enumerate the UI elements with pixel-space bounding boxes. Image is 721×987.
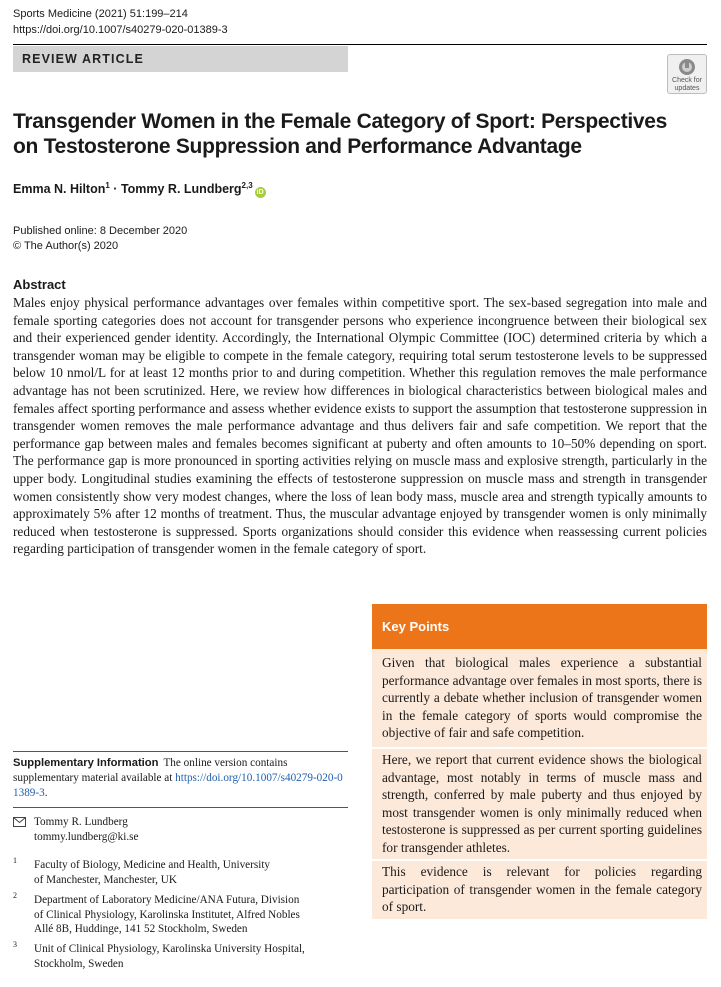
affiliation-number: 2: [13, 891, 17, 900]
envelope-icon: [13, 817, 26, 827]
correspondence-name: Tommy R. Lundberg: [34, 816, 128, 828]
crossmark-icon: [678, 58, 696, 76]
check-for-updates-badge[interactable]: [667, 54, 707, 94]
author-affiliation-mark: 2,3: [241, 181, 253, 190]
key-point-divider: [372, 859, 707, 861]
copyright-notice: © The Author(s) 2020: [13, 240, 119, 252]
correspondence-email[interactable]: tommy.lundberg@ki.se: [34, 830, 139, 843]
supplementary-trailing: .: [44, 787, 48, 799]
affiliation-line: Unit of Clinical Physiology, Karolinska University Hospital,: [34, 943, 305, 955]
author-list: [13, 180, 266, 198]
affiliation-line: Department of Laboratory Medicine/ANA Futura, Division: [34, 894, 300, 906]
journal-citation: Sports Medicine (2021) 51:199–214: [13, 8, 188, 20]
affiliation-number: 1: [13, 856, 17, 865]
abstract-heading: Abstract: [13, 277, 66, 292]
article-title: Transgender Women in the Female Category of Sport: Perspectives on Testosterone Suppression and Performance Advantage: [13, 110, 668, 158]
key-points-box: [372, 604, 707, 919]
affiliation-number: 3: [13, 940, 17, 949]
author-affiliation-mark: 1: [105, 181, 110, 190]
author-name[interactable]: Tommy R. Lundberg: [120, 182, 242, 196]
abstract-text: Males enjoy physical performance advantages over females within competitive sport. The sex-based segregation into male and female sporting categories does not account for transgender persons who experience incongruence between their biological sex and their experienced gender identity. Accordingly, the International Olympic Committee (IOC) determined criteria by which a transgender woman may be eligible to compete in the female category, requiring total serum testosterone levels to be suppressed below 10 nmol/L for at least 12 months prior to and during competition. Whether this regulation removes the male performance advantage has not been scrutinized. Here, we review how differences in biological characteristics between biological males and females affect sporting performance and assess whether evidence exists to support the assumption that testosterone suppression in transgender women removes the male performance advantage and thus delivers fair and safe competition. We report that the performance gap between males and females becomes significant at puberty and often amounts to 10–50% depending on sport. The performance gap is more pronounced in sporting activities relying on muscle mass and explosive strength, particularly in the upper body. Longitudinal studies examining the effects of testosterone suppression on muscle mass and strength in transgender women consistently show very modest changes, where the loss of lean body mass, muscle area and strength typically amounts to approximately 5% after 12 months of treatment. Thus, the muscular advantage enjoyed by transgender women is only minimally reduced when testosterone is suppressed. Sports organizations should consider this evidence when reassessing current policies regarding participation of transgender women in the female category of sport.: [13, 295, 707, 557]
supplementary-link[interactable]: https://doi.org/10.1007/s40279-020-01389-3: [13, 772, 343, 799]
publication-info: [13, 224, 187, 254]
affiliation-line: of Manchester, Manchester, UK: [34, 873, 177, 886]
orcid-icon[interactable]: iD: [256, 189, 264, 196]
author-name[interactable]: Emma N. Hilton: [13, 182, 106, 196]
key-point-item: Here, we report that current evidence shows the biological advantage, most notably in terms of muscle mass and strength, conferred by male puberty and thus enjoyed by most transgender women is only minimally reduced when testosterone is suppressed as per current sporting guidelines for transgender athletes.: [382, 752, 702, 855]
footnote-rule: [13, 807, 348, 808]
key-point-item: This evidence is relevant for policies regarding participation of transgender women in the female category of sport.: [382, 864, 702, 915]
key-point-item: Given that biological males experience a substantial performance advantage over females in most sports, there is currently a debate whether inclusion of transgender women in the female category of sports would compromise the objective of fair and safe competition.: [382, 655, 702, 741]
affiliation-line: Allé 8B, Huddinge, 141 52 Stockholm, Sweden: [34, 923, 248, 935]
affiliation-line: Faculty of Biology, Medicine and Health, University: [34, 859, 271, 871]
supplementary-text: The online version contains supplementary material available at: [13, 757, 288, 784]
journal-reference: [13, 6, 228, 38]
supplementary-label: Supplementary Information: [13, 757, 159, 769]
article-type-label: REVIEW ARTICLE: [13, 46, 348, 72]
key-point-divider: [372, 747, 707, 749]
header-rule: [13, 44, 707, 45]
key-points-heading: Key Points: [372, 604, 707, 649]
affiliation-line: of Clinical Physiology, Karolinska Institutet, Alfred Nobles: [34, 908, 300, 921]
affiliation-line: Stockholm, Sweden: [34, 957, 124, 970]
author-separator: ·: [109, 182, 121, 196]
doi-link[interactable]: https://doi.org/10.1007/s40279-020-01389-3: [13, 24, 228, 36]
published-date: Published online: 8 December 2020: [13, 225, 188, 237]
supplementary-information: [13, 756, 348, 801]
check-for-updates-text: Check for updates: [672, 77, 702, 92]
footnote-rule: [13, 751, 348, 752]
